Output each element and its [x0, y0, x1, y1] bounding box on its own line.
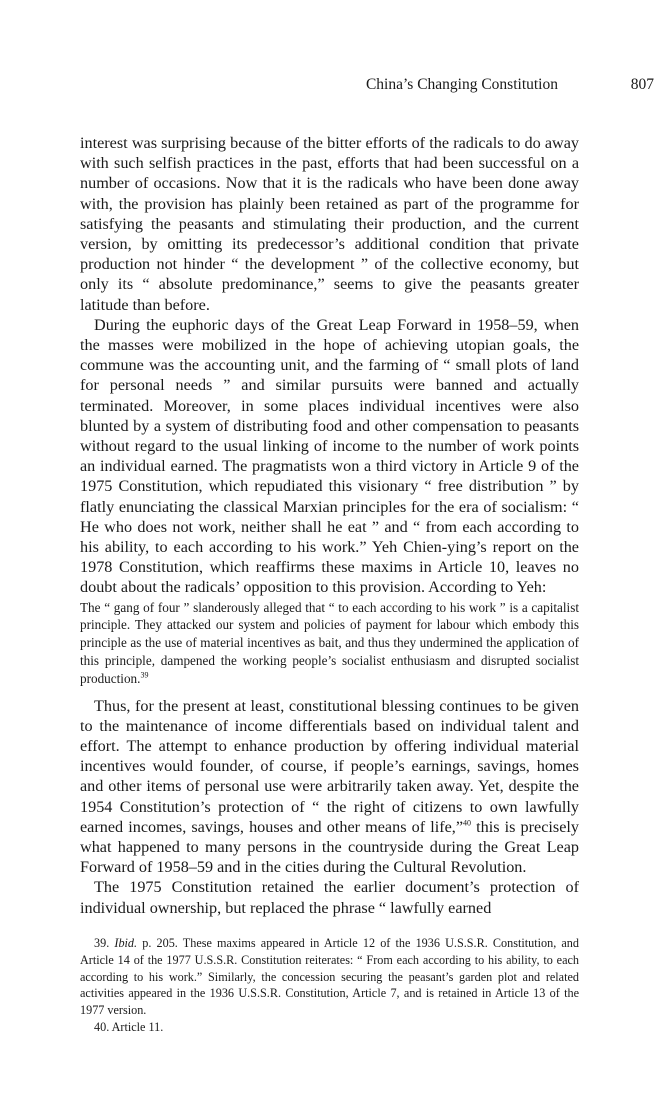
- footnote-40: 40. Article 11.: [94, 1019, 164, 1034]
- paragraph-3: [80, 696, 579, 878]
- paragraph-2: During the euphoric days of the Great Leap Forward in 1958–59, when the masses were mobilized in the hope of achieving utopian goals, the commune was the accounting unit, and the farming of “ small plots of land for personal needs ” and similar pursuits were banned and actually terminated. Moreover, in some places individual incentives were also blunted by a system of distributing food and other compensation to peasants without regard to the usual linking of income to the number of work points an individual earned. The pragmatists won a third victory in Article 9 of the 1975 Constitution, which repudiated this visionary “ free distribution ” by flatly enunciating the classical Marxian principles for the era of socialism: “ He who does not work, neither shall he eat ” and “ from each according to his ability, to each according to his work.” Yeh Chien-ying’s report on the 1978 Constitution, which reaffirms these maxims in Article 10, leaves no doubt about the radicals’ opposition to this provision. According to Yeh:: [80, 315, 579, 597]
- footnote-ref-40: 40: [463, 818, 472, 828]
- paragraph-3-continuation: this is precisely what happened to many persons in the countryside during the Great Leap Forward of 1958–59 and in the cities during the Cultural Revolution.: [80, 817, 579, 877]
- footnote-39: [80, 935, 579, 1019]
- footnotes: [80, 935, 579, 1036]
- block-quote: [80, 599, 579, 688]
- body-text: [80, 133, 579, 918]
- footnote-39-text: p. 205. These maxims appeared in Article 12 of the 1936 U.S.S.R. Constitution, and Article 14 of the 1977 U.S.S.R. Constitution reiterates: “ From each according to his ability, to each according to his work.” Similarly, the concession securing the peasant’s garden plot and related activities appeared in the 1936 U.S.S.R. Constitution, Article 7, and is retained in Article 13 of the 1977 version.: [80, 936, 579, 1018]
- footnote-39-ibid: Ibid.: [114, 936, 138, 950]
- footnote-ref-39: 39: [140, 670, 149, 680]
- block-quote-text: The “ gang of four ” slanderously alleged that “ to each according to his work ” is a capitalist principle. They attacked our system and policies of payment for labour which embody this principle as the use of material incentives as bait, and thus they undermined the application of this principle, dampened the working people’s socialist enthusiasm and disrupted socialist production.: [80, 599, 579, 686]
- footnote-39-number: 39.: [94, 936, 115, 950]
- paragraph-1: interest was surprising because of the bitter efforts of the radicals to do away with such selfish practices in the past, efforts that had been successful on a number of occasions. Now that it is the radicals who have been done away with, the provision has plainly been retained as part of the programme for satisfying the peasants and stimulating their production, and the current version, by omitting its predecessor’s additional condition that private production not hinder “ the development ” of the collective economy, but only its “ absolute predominance,” seems to give the peasants greater latitude than before.: [80, 134, 579, 314]
- running-head: [80, 76, 654, 98]
- paragraph-3-text: Thus, for the present at least, constitutional blessing continues to be given to the maintenance of income differentials based on individual talent and effort. The attempt to enhance production by offering individual material incentives would founder, of course, if people’s earnings, savings, homes and other items of personal use were arbitrarily taken away. Yet, despite the 1954 Constitution’s protection of “ the right of citizens to own lawfully earned incomes, savings, houses and other means of life,”: [80, 696, 579, 836]
- paragraph-4: The 1975 Constitution retained the earlier document’s protection of individual ownership, but replaced the phrase “ lawfully earned: [80, 878, 579, 917]
- running-title: China’s Changing Constitution: [365, 76, 558, 93]
- page-number: 807: [630, 76, 654, 93]
